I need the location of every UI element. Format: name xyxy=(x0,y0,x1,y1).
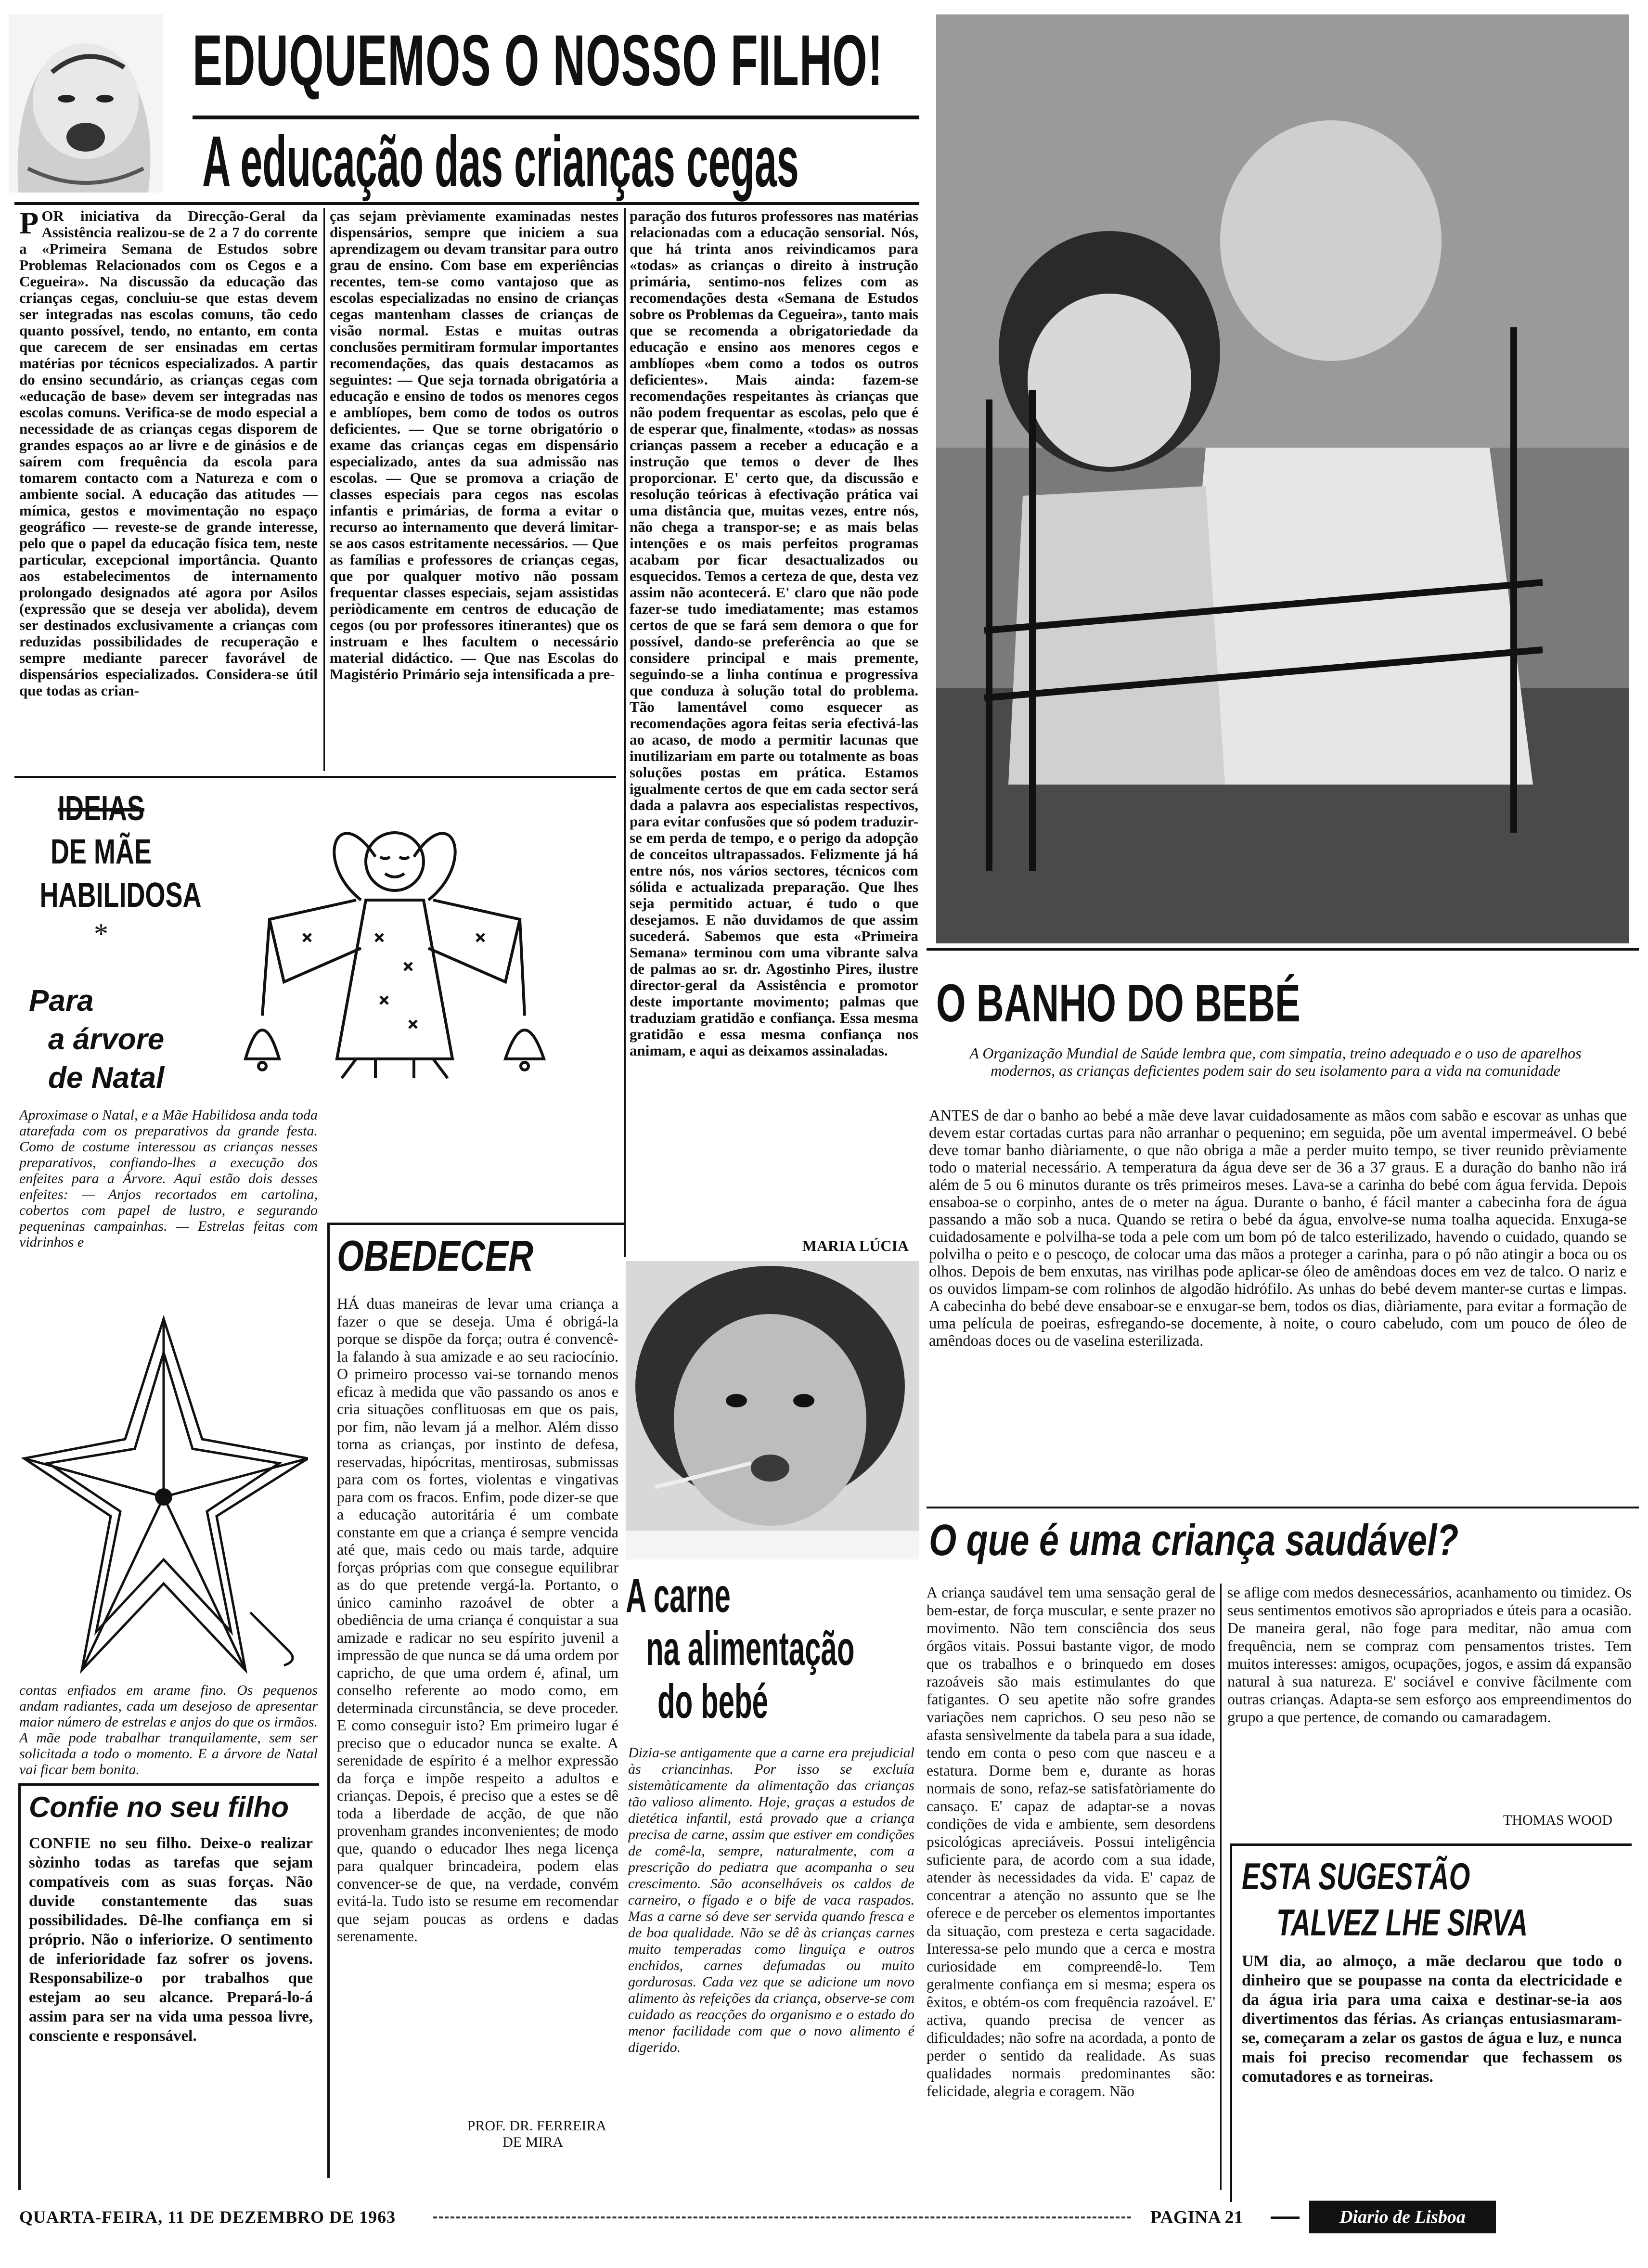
footer-page-number: PAGINA 21 xyxy=(1150,2207,1243,2228)
footer-masthead: Diario de Lisboa xyxy=(1309,2201,1496,2233)
baby-eating-photo xyxy=(626,1261,919,1559)
banho-dek: A Organização Mundial de Saúde lembra que, com simpatia, treino adequado e o uso de aparelhos modernos, as crianças deficientes podem sair do seu isolamento para a vida na comunidade xyxy=(969,1044,1582,1079)
sugestao-title xyxy=(1242,1853,1622,1946)
banho-text: ANTES de dar o banho ao bebé a mãe deve lavar cuidadosamente as mãos com sabão e escovar as unhas que devem estar cortadas curtas para não arranhar o pequenino; em seguida, põe um avental impermeável. O bebé deve tomar banho diàriamente, o que não obriga a mãe a perder muito tempo, se tiver reunido prèviamente todo o material necessário. A temperatura da água deve ser de 36 a 37 graus. E a duração do banho não irá além de 5 ou 6 minutos durante os três primeiros meses. Lava-se a carinha do bebé com água fervida. Depois ensaboa-se o corpinho, antes de o meter na água. Durante o banho, é fácil manter a cabecinha fora de água passando a mão sob a nuca. Quando se retira o bebé da água, envolve-se numa toalha aquecida. Enxuga-se cuidadosamente e polvilha-se toda a pele com um bom pó de talco esterilizado, havendo o cuidado, quando se polvilha o peito e o pescoço, de colocar uma das mãos a proteger a carinha, para o pó não atingir a boca ou os olhos. Depois de bem enxutas, nas virilhas pode aplicar-se óleo de amêndoas doces em vez de talco. O nariz e os ouvidos limpam-se com rolinhos de algodão hidrófilo. As unhas do bebé devem manter-se curtas e limpas. A cabecinha do bebé deve ensaboar-se e enxugar-se bem, todos os dias, diàriamente, para evitar a formação de uma película de poeiras, esfregando-se docemente, à noite, o couro cabeludo, com um pouco de óleo de amêndoas doces ou de vaselina esterilizada. xyxy=(929,1107,1627,1350)
banho-bottom-rule xyxy=(927,1507,1639,1508)
footer-date: QUARTA-FEIRA, 11 DE DEZEMBRO DE 1963 xyxy=(19,2207,396,2227)
carne-title xyxy=(626,1569,914,1728)
main-headline: A educação das crianças cegas xyxy=(202,121,799,202)
headline-rule xyxy=(14,202,919,205)
ideias-subtitle-l3: de Natal xyxy=(48,1061,165,1095)
sugestao-title-l2: TALVEZ LHE SIRVA xyxy=(1276,1901,1528,1944)
angel-bell-icon xyxy=(241,789,549,1102)
main-kicker: EDUQUEMOS O NOSSO FILHO! xyxy=(193,20,884,101)
ideias-subtitle xyxy=(19,982,193,1097)
confie-title: Confie no seu filho xyxy=(29,1791,289,1823)
footer-dash-rule xyxy=(433,2216,1131,2218)
children-crib-photo xyxy=(936,14,1629,943)
banho-title: O BANHO DO BEBÉ xyxy=(936,974,1300,1033)
baby-face-illustration xyxy=(9,14,163,193)
saudavel-title: O que é uma criança saudável? xyxy=(929,1516,1459,1565)
saudavel-col2: se aflige com medos desnecessários, acanhamento ou timidez. Os seus sentimentos emotivos são apropriados e úteis para a ocasião. De maneira geral, não foge para meditar, não amua com frequência, nem se compraz com pensamentos tristes. Tem muitos interesses: amigos, ocupações, jogos, e assim dá expansão natural à sua natureza. E' sociável e convive fàcilmente com outras crianças. Adapta-se sem esforço aos empreendimentos do grupo a que pertence, de comando ou camaradagem. xyxy=(1227,1584,1632,1726)
ideias-title-line2: DE MÃE xyxy=(50,833,152,871)
ideias-text2: contas enfiados em arame fino. Os pequenos andam radiantes, cada um desejoso de apresentar maior número de estrelas e anjos do que os irmãos. A mãe pode trabalhar tranquilamente, sem ser solicitada a todo o momento. E a árvore de Natal vai ficar bem bonita. xyxy=(19,1682,318,1778)
ideias-title-line1: IDEIAS xyxy=(57,789,145,828)
footer-dash xyxy=(1271,2216,1300,2219)
baby-spoon-image xyxy=(626,1261,919,1559)
ideias-subtitle-l2: a árvore xyxy=(48,1023,165,1056)
star-ornament-icon xyxy=(19,1314,308,1680)
banho-top-rule xyxy=(927,948,1639,951)
ideias-title-line3: HABILIDOSA xyxy=(39,876,202,915)
main-article-col3: paração dos futuros professores nas matérias relacionadas com a educação sensorial. Nós, que há trinta anos reivindicamos para «todas» as crianças o direito à instrução primária, sentimo-nos felizes com as recomendações desta «Semana de Estudos sobre os Problemas da Cegueira», tanto mais que se recomenda a obrigatoriedade da educação e ensino aos menores cegos e amblíopes «bem como a todos os outros deficientes». Mais ainda: fazem-se recomendações respeitantes às crianças que não podem frequentar as escolas, pelo que é de esperar que, finalmente, «todas» as nossas crianças passem a receber a educação e a instrução que temos o dever de lhes proporcionar. E' certo que, da discussão e resolução teóricas à efectivação prática vai uma distância que, muitas vezes, entre nós, não chega a transpor-se; e as mais belas intenções e os mais perfeitos programas acabam por ficar desactualizados ou esquecidos. Temos a certeza de que, desta vez assim não acontecerá. E' claro que não pode fazer-se tudo imediatamente; mas estamos certos de que se fará sem demora o que for possível, dando-se preferência ao que se considere principal e mais premente, seguindo-se a linha contínua e progressiva que conduza à solução total do problema. Tão lamentável como esquecer as recomendações agora feitas seria efectivá-las ao acaso, de modo a permitir lacunas que inutilizariam em parte ou totalmente as boas soluções postas em prática. Estamos igualmente certos de que em cada sector será dada a palavra aos especialistas respectivos, para evitar confusões que só podem traduzir-se em perda de tempo, e o perigo da adopção de conceitos ultrapassados. Felizmente já há entre nós, nos vários sectores, técnicos com sólida e actualizada preparação. Que lhes seja permitido actuar, é tudo o que desejamos. E não duvidamos de que assim sucederá. Sabemos que esta «Primeira Semana» terminou com uma vibrante salva de palmas ao sr. dr. Agostinho Pires, ilustre director-geral da Assistência e promotor deste importante movimento; palmas que traduziam gratidão e confiança. Essa mesma gratidão e essa mesma confiança nos animam, e aqui as deixamos assinaladas. xyxy=(630,208,918,1059)
saudavel-col1: A criança saudável tem uma sensação geral de bem-estar, de força muscular, e sente prazer no movimento. Não tem consciência dos seus órgãos vitais. Possui bastante vigor, de modo que os trabalhos e o brinquedo em doses razoáveis são mais estimulantes do que fatigantes. O seu apetite não sofre grandes variações nem caprichos. O seu peso não se afasta sensìvelmente da tabela para a sua idade, tendo em conta o peso com que nasceu e a estatura. Dorme bem e, durante as horas normais de sono, refaz-se satisfatòriamente do cansaço. E' capaz de adaptar-se a novas condições de vida e ambiente, sem desordens psicológicas apreciáveis. Possui inteligência suficiente para, de acordo com a sua idade, atender às necessidades da vida. E' capaz de concentrar a atenção no assunto que se lhe oferece e de perceber os elementos importantes da situação, com presteza e certa sagacidade. Interessa-se pelo mundo que a cerca e mostra curiosidade em compreendê-lo. Tem geralmente confiança em si mesma; espera os êxitos, e obtém-os com frequência razoável. E' activa, quando precisa de vencer as dificuldades; não sofre na acordada, a ponto de perder o sentido da realidade. As suas qualidades normais predominantes são: felicidade, alegria e coragem. Não xyxy=(927,1584,1215,2100)
carne-text: Dizia-se antigamente que a carne era prejudicial às criancinhas. Por isso se excluía sistemàticamente da alimentação das crianças tão valioso alimento. Hoje, graças a estudos de dietética infantil, está provado que a criança precisa de carne, assim que estiver em condições de comê-la, sempre, naturalmente, com a prescrição do pediatra que acompanha o seu crescimento. São aconselháveis os caldos de carneiro, o fígado e o bife de vaca raspados. Mas a carne só deve ser servida quando fresca e de boa qualidade. Não se dê às crianças carnes muito temperadas como linguiça e outros enchidos, carnes defumadas ou muito gordurosas. Cada vez que se adicione um novo alimento às refeições da criança, observe-se com cuidado as reacções do organismo e o estado do menor facilidade com que o novo alimento é digerido. xyxy=(628,1745,914,2055)
drop-cap-p: P xyxy=(19,208,39,241)
col-divider-1 xyxy=(323,208,325,771)
main-article-col1: POR iniciativa da Direcção-Geral da Assistência realizou-se de 2 a 7 do corrente a «Primeira Semana de Estudos sobre Problemas Relacionados com os Cegos e a Cegueira». Na discussão da educação das crianças cegas, concluiu-se que estas devem ser integradas nas escolas comuns, tão cedo quanto possível, tendo, no entanto, em conta que carecem de ser ensinadas em certas matérias por técnicos especializados. A partir do ensino secundário, as crianças cegas com «educação de base» devem ser integradas nas escolas comuns. Verifica-se de modo especial a necessidade de as crianças cegas disporem de grandes espaços ao ar livre e de ginásios e de saírem com frequência da escola para tomarem contacto com a Natureza e com o ambiente social. A educação das atitudes — mímica, gestos e movimentação no espaço geográfico — reveste-se de grande interesse, pelo que o papel da educação física tem, neste particular, excepcional importância. Quanto aos estabelecimentos de internamento prolongado designados até agora por Asilos (expressão que se deseja ver abolida), devem ser destinados exclusivamente a crianças com reduzidas possibilidades de recuperação e sempre mediante parecer favorável de dispensários especializados. Considera-se útil que todas as crian- xyxy=(19,208,318,699)
main-byline: MARIA LÚCIA xyxy=(802,1237,909,1254)
obedecer-byline-l1: PROF. DR. FERREIRA xyxy=(467,2118,606,2134)
obedecer-title: OBEDECER xyxy=(337,1232,534,1280)
sugestao-title-l1: ESTA SUGESTÃO xyxy=(1242,1855,1470,1897)
ideias-top-rule xyxy=(14,776,616,778)
col-divider-2 xyxy=(624,208,626,1257)
angel-illustration xyxy=(241,789,549,1102)
children-in-crib-image xyxy=(936,14,1629,943)
sugestao-text: UM dia, ao almoço, a mãe declarou que todo o dinheiro que se poupasse na conta da electricidade e da água iria para uma caixa e destinar-se-ia aos divertimentos das férias. As crianças entusiasmaram-se, começaram a zelar os gastos de água e luz, e nunca mais foi preciso recomendar que fechassem os comutadores e as torneiras. xyxy=(1242,1952,1622,2086)
baby-portrait-photo xyxy=(9,14,163,193)
star-illustration xyxy=(19,1314,308,1680)
ideias-title xyxy=(19,787,202,951)
carne-title-l3: do bebé xyxy=(657,1675,769,1728)
main-article-col2: ças sejam prèviamente examinadas nestes dispensários, sempre que iniciem a sua aprendizagem ou devam transitar para outro grau de ensino. Com base em experiências recentes, tem-se como vantajoso que as escolas especializadas no ensino de crianças cegas mantenham classes de crianças de visão normal. Estas e muitas outras conclusões permitiram formular importantes recomendações, das quais destacamos as seguintes: — Que seja tornada obrigatória a educação e ensino de todos os menores cegos e amblíopes, bem como de todos os outros deficientes. — Que se torne obrigatório o exame das crianças cegas em dispensário especializado, antes da sua admissão nas escolas. — Que se promova a criação de classes especiais para cegos nas escolas infantis e primárias, de forma a evitar o recurso ao internamento que deverá limitar-se aos casos estritamente necessários. — Que as famílias e professores de crianças cegas, que por qualquer motivo não possam frequentar classes especiais, sejam assistidas periòdicamente em centros de educação de cegos (ou por professores itinerantes) que os instruam e lhes facultem o necessário material didáctico. — Que nas Escolas do Magistério Primário seja intensificada a pre- xyxy=(330,208,618,683)
obedecer-text: HÁ duas maneiras de levar uma criança a fazer o que se deseja. Uma é obrigá-la porque se dispõe da força; outra é convencê-la falando à sua amizade e ao seu raciocínio. O primeiro processo vai-se tornando menos eficaz à medida que vão passando os anos e cria situações conflituosas em que os pais, por fim, não levam já a melhor. Além disso torna as crianças, por instinto de defesa, reservadas, hipócritas, mentirosas, submissas para com os fortes, violentas e vingativas para com os fracos. Enfim, pode dizer-se que a educação autoritária é um combate constante em que a criança é sempre vencida até que, mais cedo ou mais tarde, adquire forças próprias com que consegue equilibrar as do que pretende vergá-la. Portanto, o único caminho razoável de obter a obediência de uma criança é conquistar a sua amizade e radicar no seu espírito juvenil a impressão de que nunca se dá uma ordem por capricho, de que uma ordem é, afinal, um conselho referente ao modo como, em determinada circunstância, se deve proceder. E como conseguir isto? Em primeiro lugar é preciso que o educador nunca se exalte. A serenidade de espírito é a melhor expressão da força e impõe respeito a adultos e crianças. Depois, é preciso que a estes se dê toda a liberdade de acção, de que não provenham grandes inconvenientes; de modo que, quando o educador lhes nega licença para qualquer brincadeira, podem elas convencer-se de que, na verdade, convém evitá-la. Tudo isto se resume em recomendar que sejam poucas as ordens e dadas serenamente. xyxy=(337,1295,618,1945)
obedecer-byline xyxy=(337,2118,606,2151)
saudavel-divider xyxy=(1220,1584,1222,2190)
saudavel-byline: THOMAS WOOD xyxy=(1503,1812,1612,1828)
ideias-text1: Aproximase o Natal, e a Mãe Habilidosa anda toda atarefada com os preparativos da grande festa. Como de costume interessou as crianças nesses preparativos, confiando-lhes a execução dos enfeites para a Árvore. Aqui estão dois desses enfeites: — Anjos recortados em cartolina, cobertos com papel de lustro, e segurando pequeninas campainhas. — Estrelas feitas com vidrinhos e xyxy=(19,1107,318,1250)
confie-text: CONFIE no seu filho. Deixe-o realizar sòzinho todas as tarefas que sejam compatíveis com as suas forças. Não duvide constantemente das suas possibilidades. Dê-lhe confiança em si próprio. Não o inferiorize. O sentimento de inferioridade faz sofrer os jovens. Responsabilize-o por trabalhos que estejam ao seu alcance. Prepará-lo-á assim para ser na vida uma pessoa livre, consciente e responsável. xyxy=(29,1835,313,2045)
carne-title-l2: na alimentação xyxy=(646,1622,855,1675)
kicker-rule xyxy=(193,116,919,119)
obedecer-byline-l2: DE MIRA xyxy=(502,2134,563,2150)
ideias-star: * xyxy=(94,918,108,950)
ideias-subtitle-l1: Para xyxy=(29,984,94,1018)
carne-title-l1: A carne xyxy=(626,1569,731,1623)
